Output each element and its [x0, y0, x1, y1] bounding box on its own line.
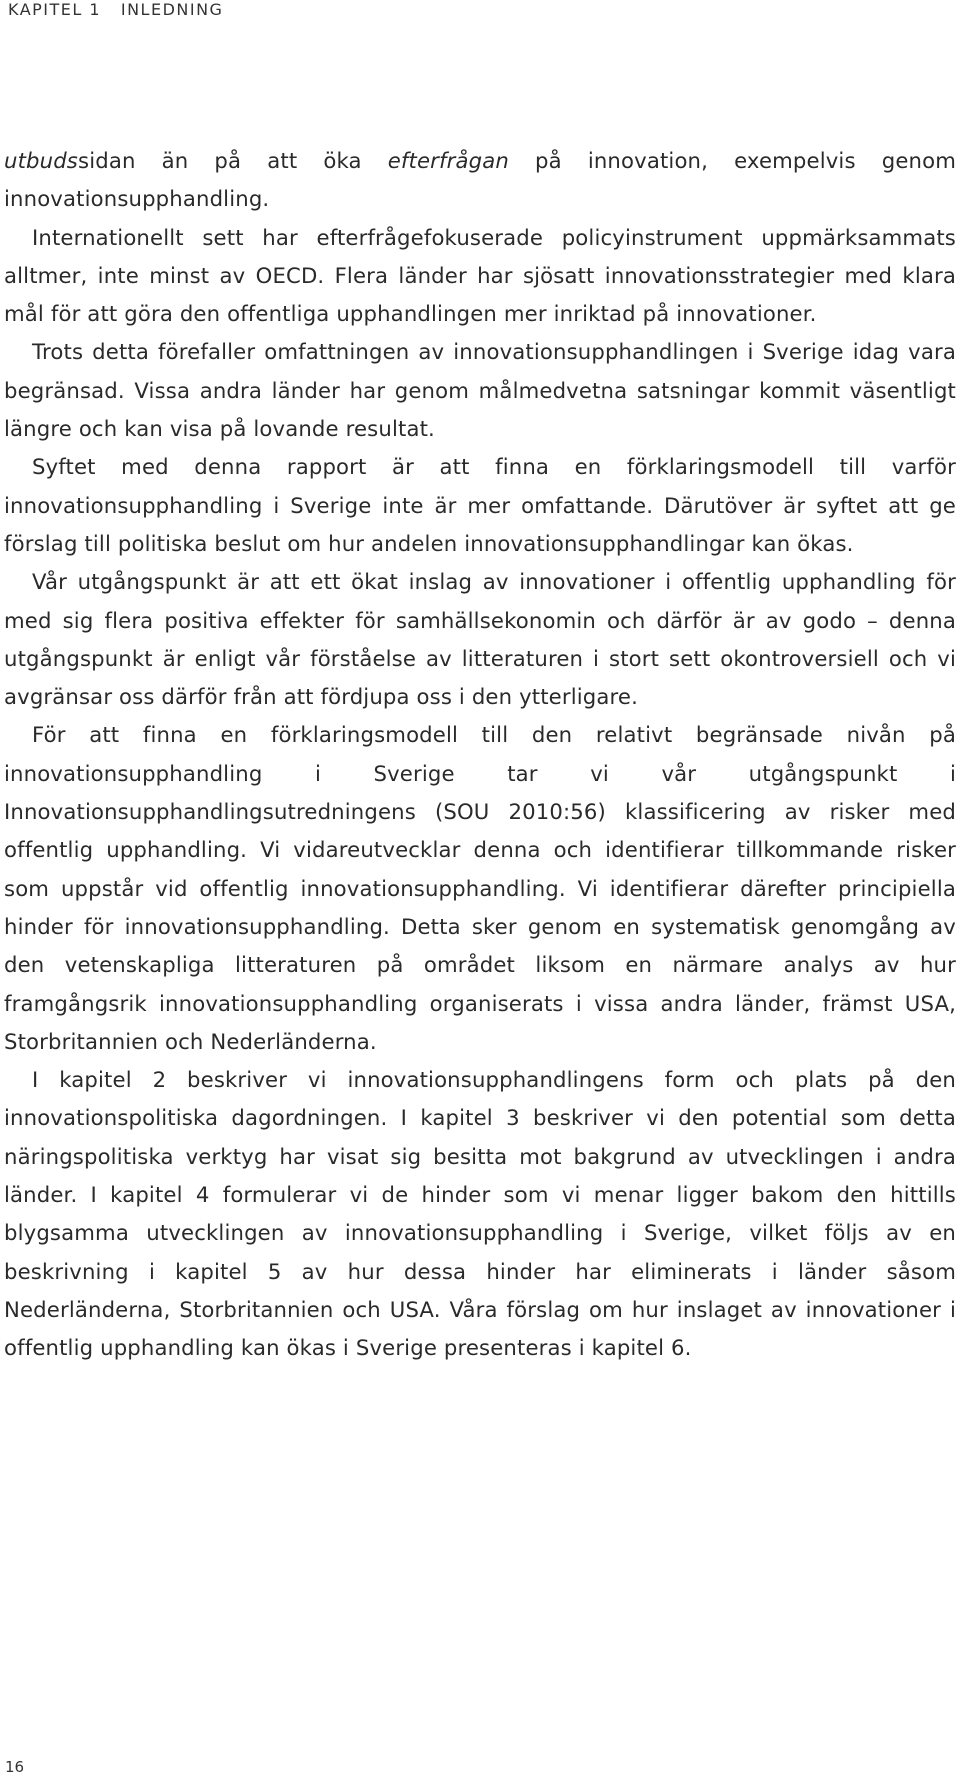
- paragraph: Internationellt sett har efterfrågefokuserade policyinstrument uppmärksammats alltmer, inte minst av OECD. Flera länder har sjösatt innovationsstrategier med klara mål för att göra den offentliga upphandlingen mer inriktad på innovationer.: [4, 224, 956, 327]
- paragraph-text: sidan än på att öka: [78, 148, 388, 173]
- paragraph-text: på innovation, exempelvis genom innovationsupphandling.: [4, 148, 956, 212]
- paragraph: Vår utgångspunkt är att ett ökat inslag av innovationer i offentlig upphandling för med sig flera positiva effekter för samhällsekonomin och därför är av godo – denna utgångspunkt är enligt vår förståelse av litteraturen i stort sett okontroversiell och vi avgränsar oss därför från att fördjupa oss i den ytterligare.: [4, 569, 956, 710]
- emphasis-utbuds: utbuds: [4, 148, 79, 173]
- page-number: 16: [5, 1758, 25, 1776]
- paragraph: [4, 142, 956, 219]
- paragraph: I kapitel 2 beskriver vi innovationsupphandlingens form och plats på den innovationspolitiska dagordningen. I kapitel 3 beskriver vi den potential som detta näringspolitiska verktyg har visat sig besitta mot bakgrund av utvecklingen i andra länder. I kapitel 4 formulerar vi de hinder som vi menar ligger bakom den hittills blygsamma utvecklingen av innovationsupphandling i Sverige, vilket följs av en beskrivning i kapitel 5 av hur dessa hinder har eliminerats i länder såsom Nederländerna, Storbritannien och USA. Våra förslag om hur inslaget av innovationer i offentlig upphandling kan ökas i Sverige presenteras i kapitel 6.: [4, 1067, 956, 1361]
- paragraph: Trots detta förefaller omfattningen av innovationsupphandlingen i Sverige idag vara begränsad. Vissa andra länder har genom målmedvetna satsningar kommit väsentligt längre och kan visa på lovande resultat.: [4, 339, 956, 442]
- chapter-title: INLEDNING: [120, 0, 224, 19]
- emphasis-efterfragan: efterfrågan: [387, 148, 509, 173]
- body-text: [4, 142, 956, 1368]
- chapter-label: KAPITEL 1: [8, 0, 102, 19]
- paragraph: För att finna en förklaringsmodell till den relativt begränsade nivån på innovationsupphandling i Sverige tar vi vår utgångspunkt i Innovationsupphandlingsutredningens (SOU 2010:56) klassificering av risker med offentlig upphandling. Vi vidareutvecklar denna och identifierar tillkommande risker som uppstår vid offentlig innovationsupphandling. Vi identifierar därefter principiella hinder för innovationsupphandling. Detta sker genom en systematisk genomgång av den vetenskapliga litteraturen på området liksom en närmare analys av hur framgångsrik innovationsupphandling organiserats i vissa andra länder, främst USA, Storbritannien och Nederländerna.: [4, 722, 956, 1054]
- running-header: [8, 0, 223, 19]
- paragraph: Syftet med denna rapport är att finna en förklaringsmodell till varför innovationsupphandling i Sverige inte är mer omfattande. Därutöver är syftet att ge förslag till politiska beslut om hur andelen innovationsupphandlingar kan ökas.: [4, 454, 956, 556]
